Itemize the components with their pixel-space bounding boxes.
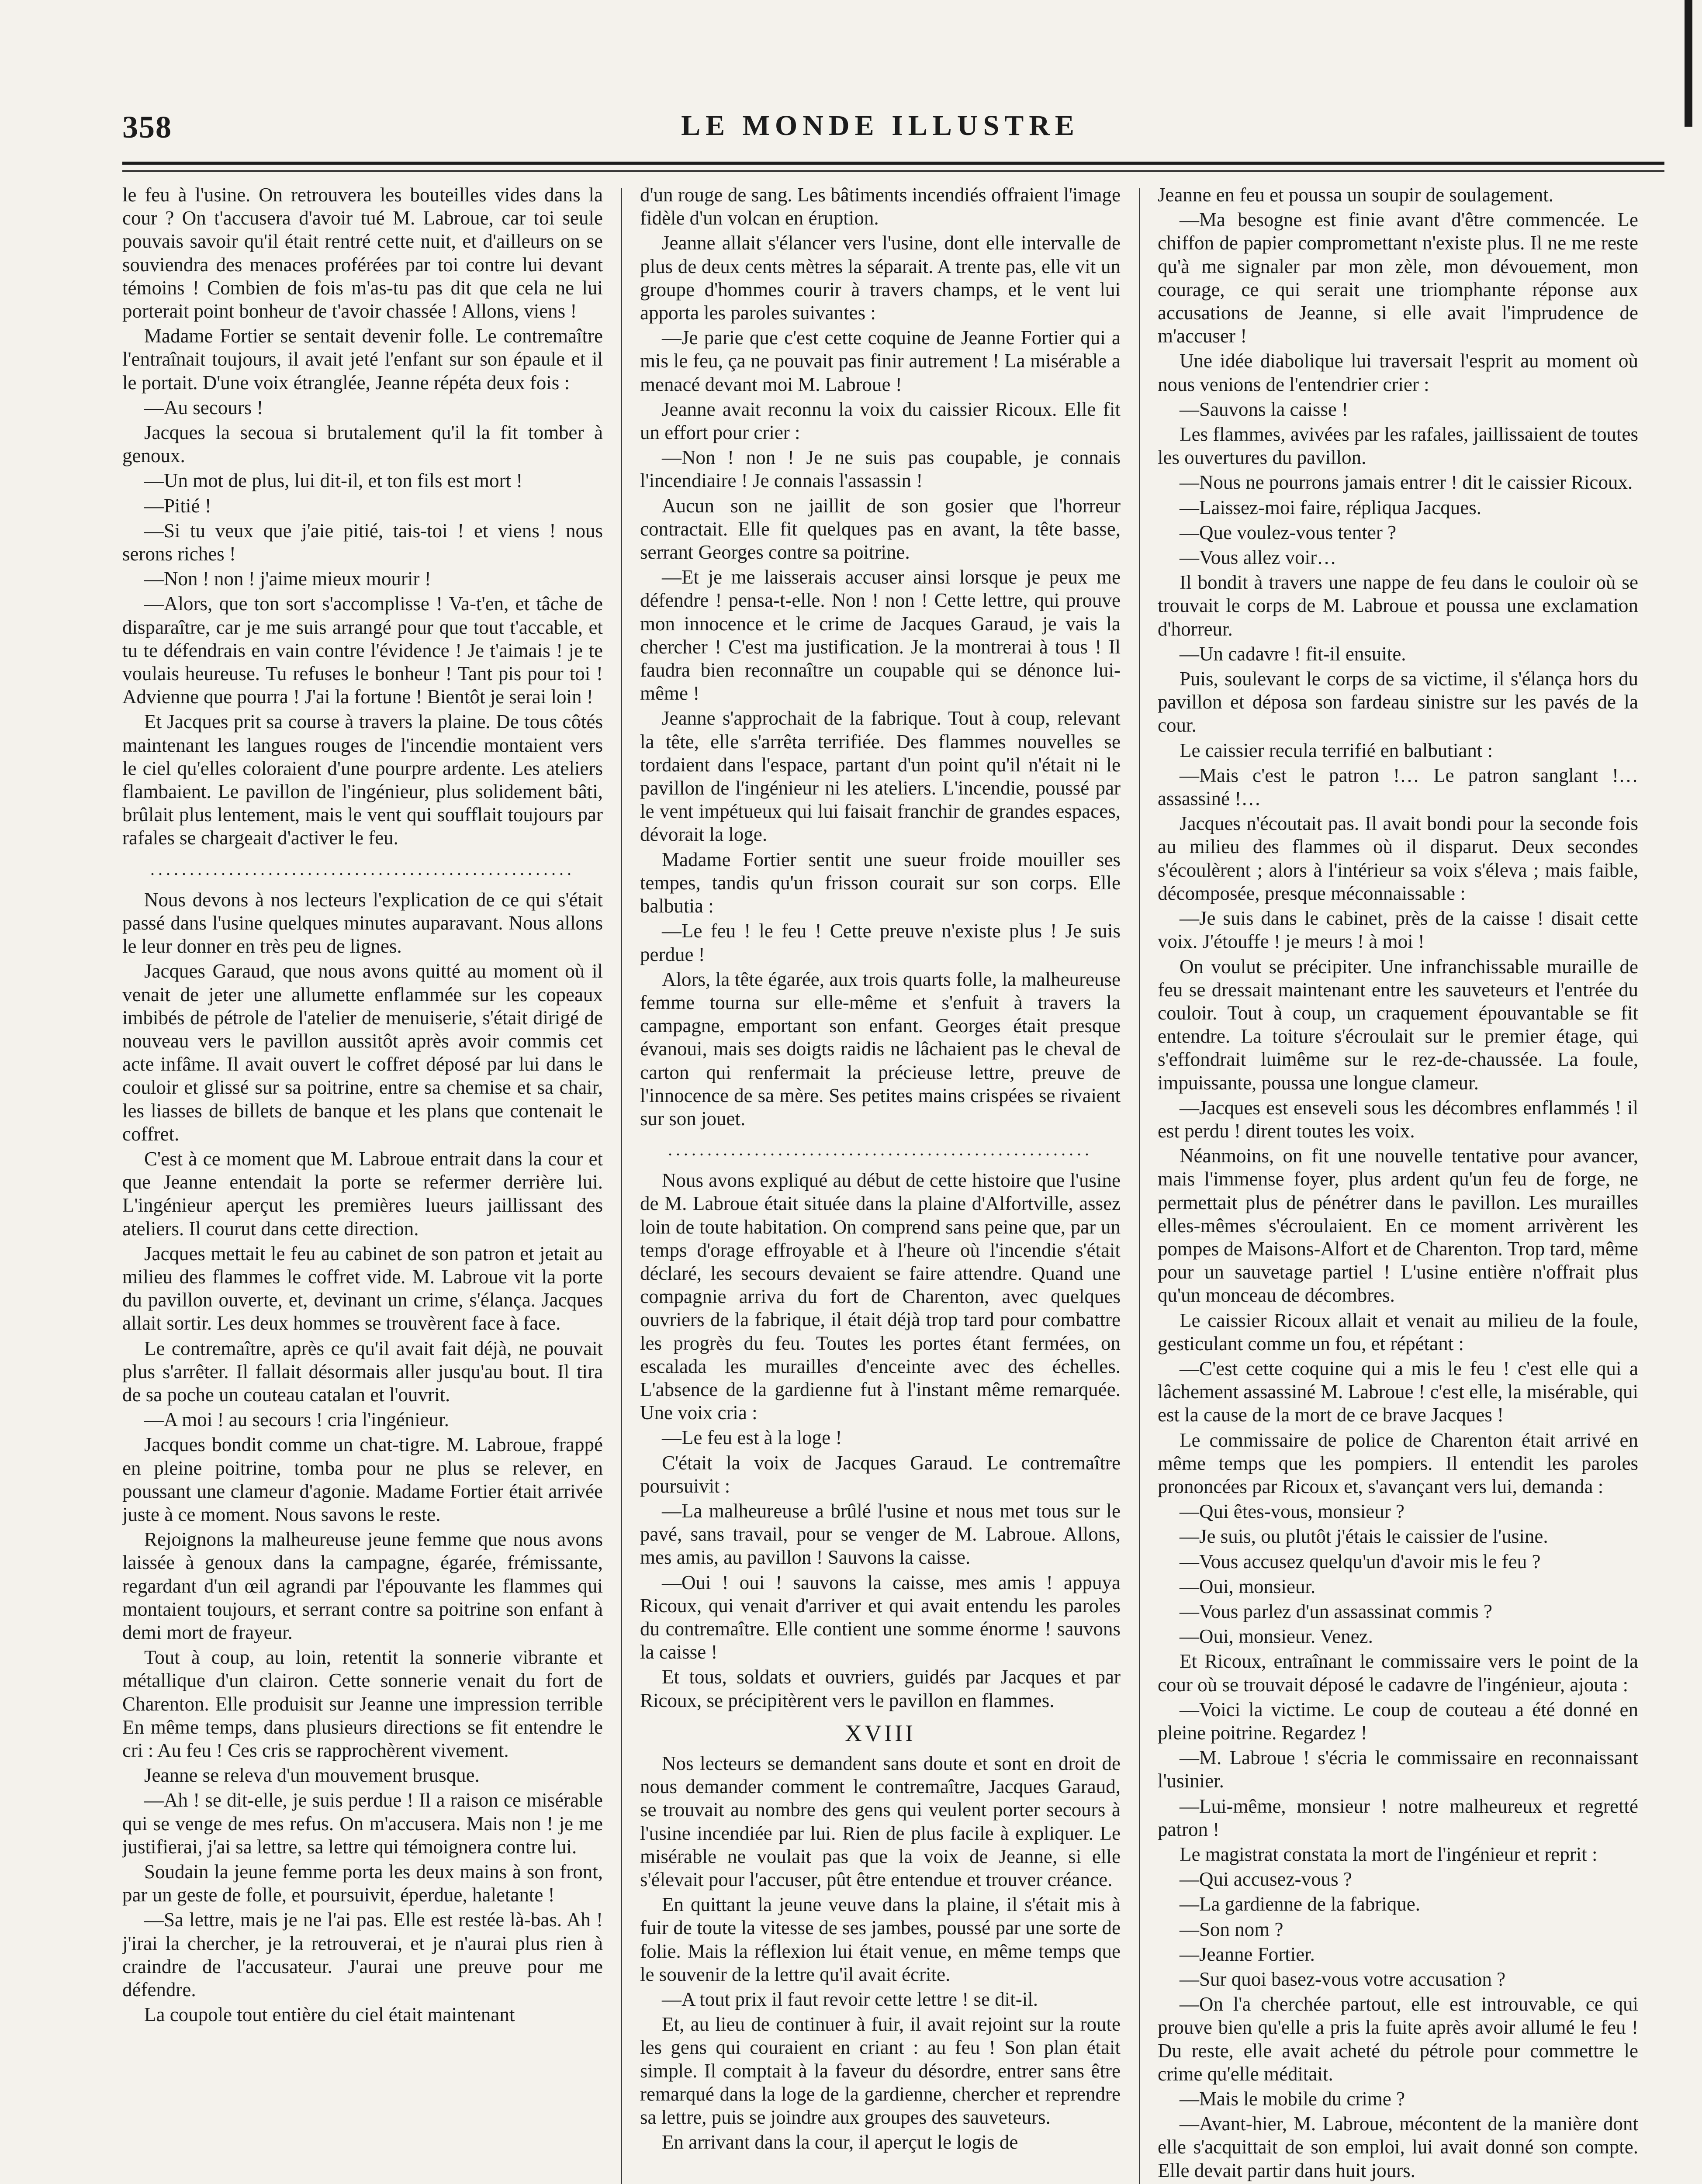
article-paragraph: En quittant la jeune veuve dans la plaine, il s'était mis à fuir de toute la vitesse de ses jambes, poussé par une sorte de folie. Mais la réflexion lui était venue, en même temps que le souvenir de la lettre qu'il avait écrite. [640,1894,1121,1985]
article-paragraph: —Jacques est enseveli sous les décombres enflammés ! il est perdu ! dirent toutes les voix. [1158,1096,1638,1142]
article-paragraph: —Sa lettre, mais je ne l'ai pas. Elle est restée là-bas. Ah ! j'irai la chercher, je la retrouverai, et je n'aurai plus rien à craindre de l'accusateur. J'aurai une preuve pour me défendre. [122,1909,603,2001]
article-paragraph: Jeanne se releva d'un mouvement brusque. [144,1764,480,1787]
article-paragraph: Néanmoins, on fit une nouvelle tentative pour avancer, mais l'immense foyer, plus ardent qu'un feu de forge, ne permettait plus de pénétrer dans le pavillon. Les murailles elles-mêmes s'écroulaient. En ce moment arrivèrent les pompes de Maisons-Alfort et de Charenton. Trop tard, même pour un sauvetage partiel ! L'usine entière n'offrait plus qu'un monceau de décombres. [1158,1145,1638,1306]
article-paragraph: —Un mot de plus, lui dit-il, et ton fils est mort ! [144,470,523,492]
article-paragraph: On voulut se précipiter. Une infranchissable muraille de feu se dressait maintenant entre les sauveteurs et l'entrée du couloir. Tout à coup, un craquement épouvantable se fit entendre. La toiture s'écroulait sur le premier étage, qui s'effondrait luimême sur le rez-de-chaussée. La foule, impuissante, poussa une longue clameur. [1158,955,1638,1094]
article-paragraph: —Voici la victime. Le coup de couteau a été donné en pleine poitrine. Regardez ! [1158,1698,1638,1744]
article-paragraph: Il bondit à travers une nappe de feu dans le couloir où se trouvait le corps de M. Labroue et poussa une exclamation d'horreur. [1158,571,1638,640]
article-paragraph: Madame Fortier se sentait devenir folle. Le contremaître l'entraînait toujours, il avait jeté l'enfant sur son épaule et il le portait. D'une voix étranglée, Jeanne répéta deux fois : [122,325,603,394]
article-paragraph: —Non ! non ! j'aime mieux mourir ! [144,568,431,590]
column-2 [640,183,1121,2184]
column-separator [1139,188,1140,2184]
article-paragraph: —Alors, que ton sort s'accomplisse ! Va-t'en, et tâche de disparaître, car je me suis arrangé pour que tout t'accable, et tu te défendrais en vain contre l'évidence ! Je t'aimais ! je te voulais heureuse. Tu refuses le bonheur ! Tant pis pour toi ! Advienne que pourra ! J'ai la fortune ! Bientôt je serai loin ! [122,593,603,708]
article-paragraph: Alors, la tête égarée, aux trois quarts folle, la malheureuse femme tourna sur elle-même et s'enfuit à travers la campagne, emportant son enfant. Georges était presque évanoui, mais ses doigts raidis ne lâchaient pas le cheval de carton qui renfermait la précieuse lettre, preuve de l'innocence de sa mère. Ses petites mains crispées se rivaient sur son jouet. [640,968,1121,1130]
article-paragraph: —Un cadavre ! fit-il ensuite. [1180,643,1406,665]
article-paragraph: Jacques n'écoutait pas. Il avait bondi pour la seconde fois au milieu des flammes où il disparut. Deux secondes s'écoulèrent ; alors à l'intérieur sa voix s'éleva ; mais faible, décomposée, presque méconnaissable : [1158,812,1638,904]
article-paragraph: —La malheureuse a brûlé l'usine et nous met tous sur le pavé, sans travail, pour se venger de M. Labroue. Allons, mes amis, au pavillon ! Sauvons la caisse. [640,1500,1121,1569]
article-paragraph: —M. Labroue ! s'écria le commissaire en reconnaissant l'usinier. [1158,1747,1638,1792]
article-paragraph: le feu à l'usine. On retrouvera les bouteilles vides dans la cour ? On t'accusera d'avoir tué M. Labroue, car toi seule pouvais savoir qu'il était rentré cette nuit, et d'ailleurs on se souviendra des menaces proférées par toi contre lui devant témoins ! Combien de fois m'as-tu pas dit que cela ne lui porterait point bonheur de t'avoir chassée ! Allons, viens ! [122,184,603,322]
header-rule-thick [122,162,1664,165]
article-paragraph: —Lui-même, monsieur ! notre malheureux et regretté patron ! [1158,1795,1638,1840]
article-paragraph: C'était la voix de Jacques Garaud. Le contremaître poursuivit : [640,1451,1121,1497]
article-paragraph: Jeanne s'approchait de la fabrique. Tout à coup, relevant la tête, elle s'arrêta terrifiée. Des flammes nouvelles se tordaient dans l'espace, partant d'un point qu'il n'était ni le pavillon de l'ingénieur ni les ateliers. L'incendie, poussé par le vent impétueux qui lui faisait franchir de grandes espaces, dévorait la loge. [640,707,1121,846]
article-paragraph: En arrivant dans la cour, il aperçut le logis de [662,2131,1018,2153]
article-paragraph: —Si tu veux que j'aie pitié, tais-toi ! et viens ! nous serons riches ! [122,519,603,565]
article-paragraph: —Ah ! se dit-elle, je suis perdue ! Il a raison ce misérable qui se venge de mes refus. On m'accusera. Mais non ! je me justifierai, j'ai sa lettre, sa lettre qui témoignera contre lui. [122,1789,603,1858]
article-paragraph: Jacques mettait le feu au cabinet de son patron et jetait au milieu des flammes le coffret vide. M. Labroue vit la porte du pavillon ouverte, et, devinant un crime, s'élança. Jacques allait sortir. Les deux hommes se trouvèrent face à face. [122,1242,603,1334]
column-separator [621,188,622,2184]
article-paragraph: Nous devons à nos lecteurs l'explication de ce qui s'était passé dans l'usine quelques minutes auparavant. Nous allons le leur donner en très peu de lignes. [122,888,603,957]
article-paragraph: Aucun son ne jaillit de son gosier que l'horreur contractait. Elle fit quelques pas en avant, la tête basse, serrant Georges contre sa poitrine. [640,494,1121,563]
article-paragraph: —Mais c'est le patron !… Le patron sanglant !… assassiné !… [1158,764,1638,810]
article-paragraph: —C'est cette coquine qui a mis le feu ! c'est elle qui a lâchement assassiné M. Labroue ! c'est elle, la misérable, qui est la cause de la mort de ce brave Jacques ! [1158,1357,1638,1426]
article-paragraph: Et Jacques prit sa course à travers la plaine. De tous côtés maintenant les langues rouges de l'incendie montaient vers le ciel qu'elles coloraient d'une pourpre ardente. Les ateliers flambaient. Le pavillon de l'ingénieur, plus solidement bâti, brûlait plus lentement, mais le vent qui soufflait toujours par rafales se chargeait d'activer le feu. [122,711,603,849]
page-number: 358 [122,110,172,145]
article-paragraph: Le caissier Ricoux allait et venait au milieu de la foule, gesticulant comme un fou, et répétant : [1158,1309,1638,1355]
article-paragraph: Rejoignons la malheureuse jeune femme que nous avons laissée à genoux dans la campagne, égarée, frémissante, regardant d'un œil agrandi par l'épouvante les flammes qui montaient toujours, et serrant contre sa poitrine son enfant à demi mort de frayeur. [122,1528,603,1643]
text-columns [122,183,1638,2184]
article-paragraph: —Oui, monsieur. [1180,1575,1316,1597]
article-paragraph: Et tous, soldats et ouvriers, guidés par Jacques et par Ricoux, se précipitèrent vers le pavillon en flammes. [640,1666,1121,1711]
article-paragraph: Jeanne avait reconnu la voix du caissier Ricoux. Elle fit un effort pour crier : [640,398,1121,444]
article-paragraph: —Oui ! oui ! sauvons la caisse, mes amis ! appuya Ricoux, qui venait d'arriver et qui avait entendu les paroles du contremaître. Elle contient une somme énorme ! sauvons la caisse ! [640,1571,1121,1663]
article-paragraph: —Le feu est à la loge ! [662,1427,842,1449]
article-paragraph: —Je suis, ou plutôt j'étais le caissier de l'usine. [1180,1525,1548,1548]
article-paragraph: —Que voulez-vous tenter ? [1180,521,1397,543]
article-paragraph: —Pitié ! [144,494,211,517]
section-separator-dots: ...................................................... [668,1141,1093,1159]
article-paragraph: —Laissez-moi faire, répliqua Jacques. [1180,496,1481,518]
article-paragraph: d'un rouge de sang. Les bâtiments incendiés offraient l'image fidèle d'un volcan en éruption. [640,184,1121,229]
article-paragraph: Le commissaire de police de Charenton était arrivé en même temps que les pompiers. Il entendit les paroles prononcées par Ricoux et, s'avançant vers lui, demanda : [1158,1429,1638,1497]
article-paragraph: —Je parie que c'est cette coquine de Jeanne Fortier qui a mis le feu, ça ne pouvait pas finir autrement ! La misérable a menacé devant moi M. Labroue ! [640,327,1121,395]
article-paragraph: —A tout prix il faut revoir cette lettre ! se dit-il. [662,1988,1038,2011]
article-paragraph: —Au secours ! [144,396,263,418]
article-paragraph: Le caissier recula terrifié en balbutiant : [1180,739,1493,761]
article-paragraph: —Mais le mobile du crime ? [1180,2088,1405,2110]
section-separator-dots: ...................................................... [150,860,575,878]
article-paragraph: Le magistrat constata la mort de l'ingénieur et reprit : [1180,1843,1598,1866]
article-paragraph: —Qui êtes-vous, monsieur ? [1180,1500,1404,1523]
article-paragraph: —Sauvons la caisse ! [1180,398,1349,420]
chapter-heading: XVIII [845,1720,916,1746]
article-paragraph: La coupole tout entière du ciel était maintenant [144,2004,515,2026]
article-paragraph: Soudain la jeune femme porta les deux mains à son front, par un geste de folle, et poursuivit, éperdue, haletante ! [122,1861,603,1906]
article-paragraph: Jacques Garaud, que nous avons quitté au moment où il venait de jeter une allumette enflammée sur les copeaux imbibés de pétrole de l'atelier de menuiserie, s'était dirigé de nouveau vers le pavillon aussitôt après avoir commis cet acte infâme. Il avait ouvert le coffret déposé par lui dans le couloir et glissé sur sa poitrine, entre sa chemise et sa chair, les liasses de billets de banque et les plans que contenait le coffret. [122,960,603,1145]
article-paragraph: —Vous accusez quelqu'un d'avoir mis le feu ? [1180,1550,1541,1572]
article-paragraph: —Avant-hier, M. Labroue, mécontent de la manière dont elle s'acquittait de son emploi, lui avait donné son compte. Elle devait partir dans huit jours. [1158,2113,1638,2181]
article-paragraph: —Vous allez voir… [1180,546,1337,569]
article-paragraph: —Le feu ! le feu ! Cette preuve n'existe plus ! Je suis perdue ! [640,920,1121,965]
article-paragraph: —Nous ne pourrons jamais entrer ! dit le caissier Ricoux. [1180,471,1633,494]
column-3 [1158,183,1638,2184]
article-paragraph: —A moi ! au secours ! cria l'ingénieur. [144,1409,449,1431]
article-paragraph: —Son nom ? [1180,1918,1283,1940]
article-paragraph: —Ma besogne est finie avant d'être commencée. Le chiffon de papier compromettant n'existe plus. Il ne me reste qu'à me signaler par mon zèle, mon dévouement, mon courage, ce qui serait une triomphante réponse aux accusations de Jeanne, si elle avait l'imprudence de m'accuser ! [1158,209,1638,347]
article-paragraph: —Vous parlez d'un assassinat commis ? [1180,1600,1492,1622]
article-paragraph: Jacques bondit comme un chat-tigre. M. Labroue, frappé en pleine poitrine, tomba pour ne plus se relever, en poussant une clameur d'agonie. Madame Fortier était arrivée juste à ce moment. Nous savons le reste. [122,1434,603,1525]
page-header [122,109,1638,157]
article-paragraph: Nous avons expliqué au début de cette histoire que l'usine de M. Labroue était située dans la plaine d'Alfortville, assez loin de toute habitation. On comprend sans peine que, par un temps d'orage effroyable et à l'heure où l'incendie s'était déclaré, les secours devaient se faire attendre. Quand une compagnie arriva du fort de Charenton, avec quelques ouvriers de la fabrique, il était déjà trop tard pour combattre les progrès du feu. Toutes les portes étant fermées, on escalada les murailles d'enceinte avec des échelles. L'absence de la gardienne fut à l'instant même remarquée. Une voix cria : [640,1169,1121,1424]
article-paragraph: Tout à coup, au loin, retentit la sonnerie vibrante et métallique d'un clairon. Cette sonnerie venait du fort de Charenton. Elle produisit sur Jeanne une impression terrible En même temps, dans plusieurs directions se fit entendre le cri : Au feu ! Ces cris se rapprochèrent vivement. [122,1646,603,1761]
article-paragraph: —On l'a cherchée partout, elle est introuvable, ce qui prouve bien qu'elle a pris la fuite après avoir allumé le feu ! Du reste, elle avait acheté du pétrole pour commettre le crime qu'elle méditait. [1158,1993,1638,2085]
article-paragraph: Le contremaître, après ce qu'il avait fait déjà, ne pouvait plus s'arrêter. Il fallait désormais aller jusqu'au bout. Il tira de sa poche un couteau catalan et l'ouvrit. [122,1337,603,1406]
article-paragraph: Puis, soulevant le corps de sa victime, il s'élança hors du pavillon et déposa son fardeau sinistre sur les pavés de la cour. [1158,668,1638,736]
article-paragraph: Nos lecteurs se demandent sans doute et sont en droit de nous demander comment le contremaître, Jacques Garaud, se trouvait au nombre des gens qui veulent porter secours à l'usine incendiée par lui. Rien de plus facile à expliquer. Le misérable ne voulait pas que la voix de Jeanne, si elle s'élevait pour l'accuser, pût être entendue et trouver créance. [640,1752,1121,1891]
column-1 [122,183,603,2184]
article-paragraph: Jacques la secoua si brutalement qu'il la fit tomber à genoux. [122,422,603,467]
article-paragraph: C'est à ce moment que M. Labroue entrait dans la cour et que Jeanne entendait la porte se refermer derrière lui. L'ingénieur aperçut les premières lueurs jaillissant des ateliers. Il courut dans cette direction. [122,1147,603,1240]
page-edge-bar [1685,0,1692,127]
article-paragraph: Et, au lieu de continuer à fuir, il avait rejoint sur la route les gens qui couraient en criant : au feu ! Son plan était simple. Il comptait à la faveur du désordre, entrer sans être remarqué dans la loge de la gardienne, chercher et reprendre sa lettre, puis se joindre aux groupes des sauveteurs. [640,2013,1121,2129]
article-paragraph: —Et je me laisserais accuser ainsi lorsque je peux me défendre ! pensa-t-elle. Non ! non ! Cette lettre, qui prouve mon innocence et le crime de Jacques Garaud, je vais la chercher ! C'est ma justification. Je la montrerai à tous ! Il faudra bien reconnaître un coupable qui se dénonce lui-même ! [640,566,1121,705]
article-paragraph: Madame Fortier sentit une sueur froide mouiller ses tempes, tandis qu'un frisson courait sur son corps. Elle balbutia : [640,848,1121,917]
article-paragraph: —Oui, monsieur. Venez. [1180,1625,1373,1648]
article-paragraph: Et Ricoux, entraînant le commissaire vers le point de la cour où se trouvait déposé le cadavre de l'ingénieur, ajouta : [1158,1650,1638,1696]
article-paragraph: —Sur quoi basez-vous votre accusation ? [1180,1968,1506,1990]
article-paragraph: Une idée diabolique lui traversait l'esprit au moment où nous venions de l'entendrier crier : [1158,350,1638,395]
article-paragraph: Jeanne allait s'élancer vers l'usine, dont elle intervalle de plus de deux cents mètres la séparait. A trente pas, elle vit un groupe d'hommes courir à travers champs, et le vent lui apporta les paroles suivantes : [640,232,1121,324]
article-paragraph: Jeanne en feu et poussa un soupir de soulagement. [1158,184,1553,206]
article-paragraph: —Qui accusez-vous ? [1180,1868,1352,1890]
article-paragraph: —Je suis dans le cabinet, près de la caisse ! disait cette voix. J'étouffe ! je meurs ! à moi ! [1158,907,1638,953]
header-rule-thin [122,170,1664,172]
article-paragraph: —La gardienne de la fabrique. [1180,1893,1420,1915]
article-paragraph: —Jeanne Fortier. [1180,1943,1315,1965]
masthead-title: LE MONDE ILLUSTRE [681,110,1079,142]
article-paragraph: Les flammes, avivées par les rafales, jaillissaient de toutes les ouvertures du pavillon. [1158,423,1638,469]
article-paragraph: —Non ! non ! Je ne suis pas coupable, je connais l'incendiaire ! Je connais l'assassin ! [640,446,1121,492]
